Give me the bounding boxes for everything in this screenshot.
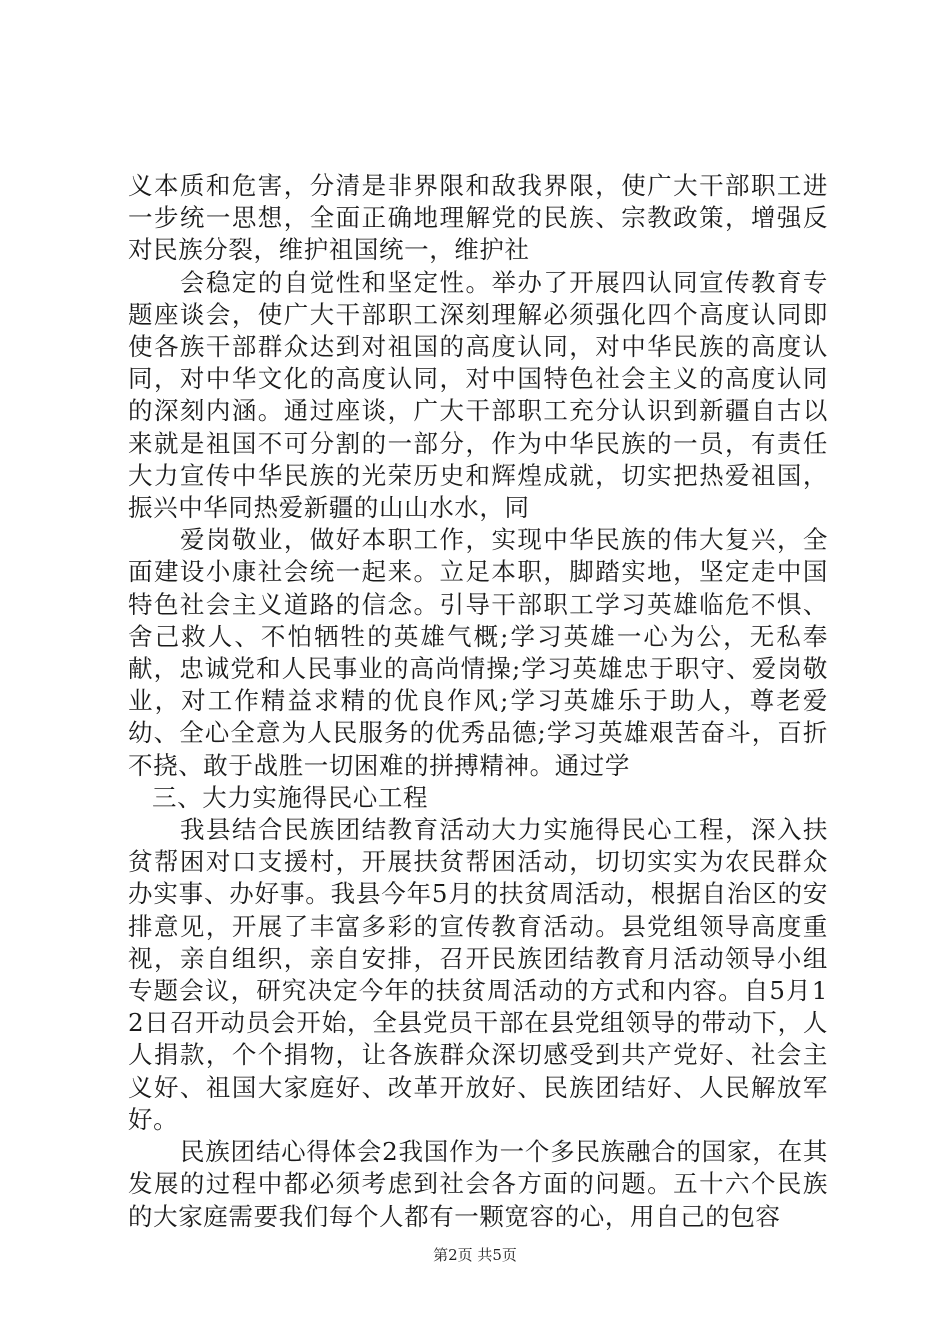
paragraph-4: 我县结合民族团结教育活动大力实施得民心工程，深入扶贫帮困对口支援村，开展扶贫帮困活动，切切实实为农民群众办实事、办好事。我县今年5月的扶贫周活动，根据自治区的安排意见，开展了丰富多彩的宣传教育活动。县党组领导高度重视，亲自组织，亲自安排，召开民族团结教育月活动领导小组专题会议，研究决定今年的扶贫周活动的方式和内容。自5月12日召开动员会开始，全县党员干部在县党组领导的带动下，人人捐款，个个捐物，让各族群众深切感受到共产党好、社会主义好、祖国大家庭好、改革开放好、民族团结好、人民解放军好。 (128, 815, 828, 1134)
page-number-footer: 第2页 共5页 (433, 1246, 517, 1264)
paragraph-1: 义本质和危害，分清是非界限和敌我界限，使广大干部职工进一步统一思想，全面正确地理解党的民族、宗教政策，增强反对民族分裂，维护祖国统一，维护社 (128, 171, 828, 265)
section-heading: 三、大力实施得民心工程 (152, 782, 429, 812)
paragraph-3: 爱岗敬业，做好本职工作，实现中华民族的伟大复兴，全面建设小康社会统一起来。立足本职，脚踏实地，坚定走中国特色社会主义道路的信念。引导干部职工学习英雄临危不惧、舍己救人、不怕牺牲的英雄气概;学习英雄一心为公，无私奉献，忠诚党和人民事业的高尚情操;学习英雄忠于职守、爱岗敬业，对工作精益求精的优良作风;学习英雄乐于助人，尊老爱幼、全心全意为人民服务的优秀品德;学习英雄艰苦奋斗，百折不挠、敢于战胜一切困难的拼搏精神。通过学 (128, 525, 828, 780)
paragraph-5: 民族团结心得体会2我国作为一个多民族融合的国家，在其发展的过程中都必须考虑到社会各方面的问题。五十六个民族的大家庭需要我们每个人都有一颗宽容的心，用自己的包容 (128, 1137, 828, 1231)
document-body (128, 170, 828, 1233)
paragraph-2: 会稳定的自觉性和坚定性。举办了开展四认同宣传教育专题座谈会，使广大干部职工深刻理解必须强化四个高度认同即使各族干部群众达到对祖国的高度认同，对中华民族的高度认同，对中华文化的高度认同，对中国特色社会主义的高度认同的深刻内涵。通过座谈，广大干部职工充分认识到新疆自古以来就是祖国不可分割的一部分，作为中华民族的一员，有责任大力宣传中华民族的光荣历史和辉煌成就，切实把热爱祖国，振兴中华同热爱新疆的山山水水，同 (128, 267, 828, 523)
